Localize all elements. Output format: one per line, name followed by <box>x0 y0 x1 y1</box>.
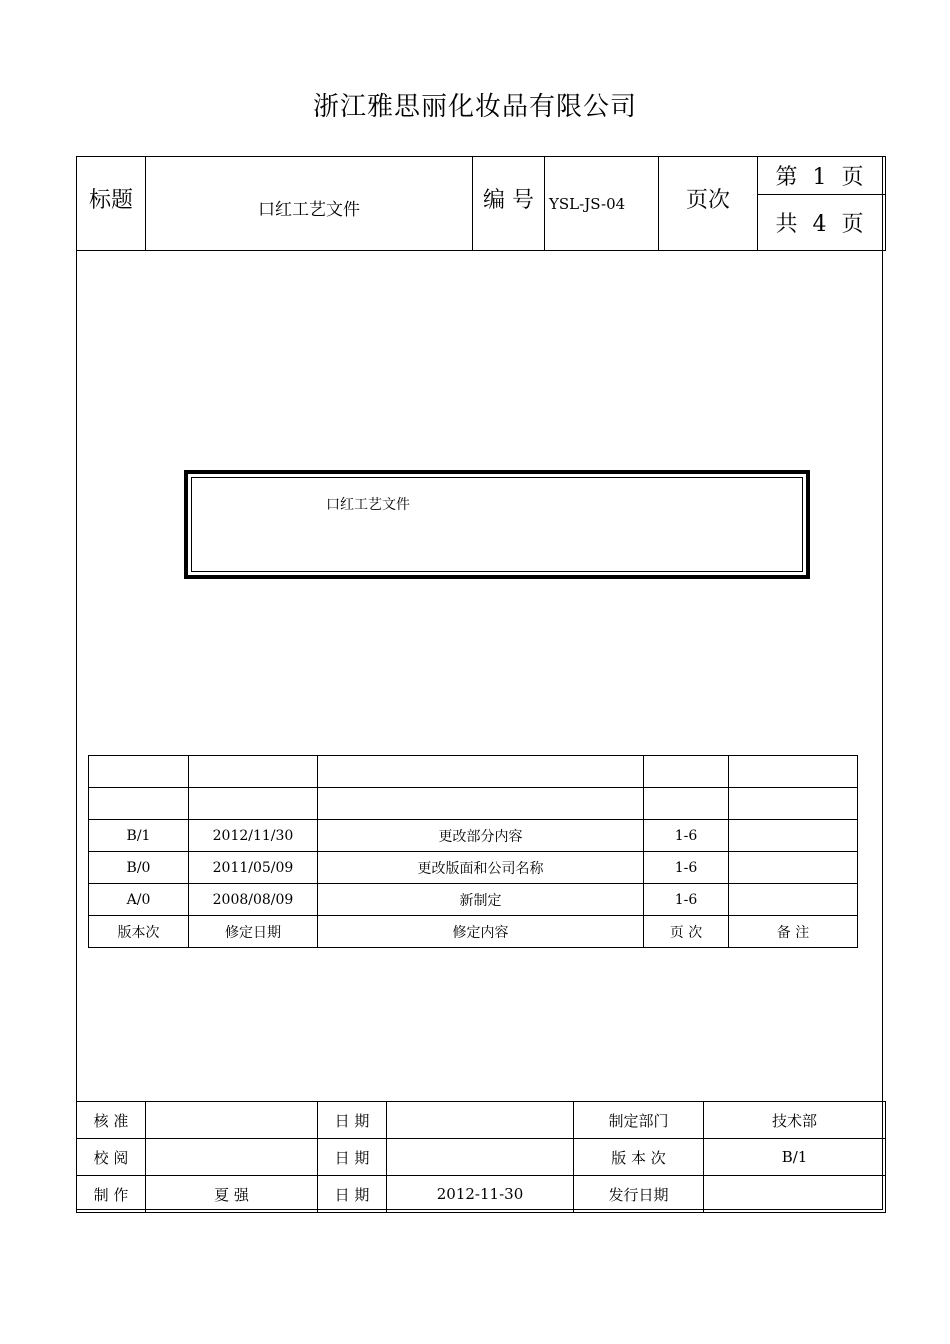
document-frame <box>76 156 883 1210</box>
signoff-cell: 夏 强 <box>146 1176 318 1213</box>
revision-cell: 更改版面和公司名称 <box>318 852 644 884</box>
signoff-row <box>77 1176 886 1213</box>
title-label: 标题 <box>77 157 146 251</box>
revision-cell <box>729 788 858 820</box>
signoff-cell: 技术部 <box>704 1102 886 1139</box>
revision-row <box>89 884 858 916</box>
document-title-box <box>184 470 810 579</box>
signoff-row <box>77 1139 886 1176</box>
code-value: YSL-JS-04 <box>545 157 659 251</box>
company-name: 浙江雅思丽化妆品有限公司 <box>312 92 637 122</box>
signoff-cell: 发行日期 <box>574 1176 704 1213</box>
revision-cell <box>729 820 858 852</box>
revision-header-cell: 修定日期 <box>189 916 318 948</box>
revision-cell <box>729 852 858 884</box>
signoff-cell <box>704 1176 886 1213</box>
page-total: 共 4 页 <box>758 195 886 251</box>
signoff-cell: 制定部门 <box>574 1102 704 1139</box>
page-label: 页次 <box>659 157 758 251</box>
signoff-table <box>76 1101 886 1213</box>
revision-cell: A/0 <box>89 884 189 916</box>
revision-cell <box>318 788 644 820</box>
revision-cell <box>729 756 858 788</box>
signoff-cell: 日 期 <box>318 1102 387 1139</box>
revision-cell: B/1 <box>89 820 189 852</box>
signoff-cell: 日 期 <box>318 1139 387 1176</box>
header-table <box>76 156 886 251</box>
revision-cell: B/0 <box>89 852 189 884</box>
revision-header-row <box>89 916 858 948</box>
revision-cell <box>89 756 189 788</box>
signoff-cell <box>387 1102 574 1139</box>
revision-cell <box>89 788 189 820</box>
signoff-cell: 校 阅 <box>77 1139 146 1176</box>
revision-cell: 更改部分内容 <box>318 820 644 852</box>
signoff-cell <box>387 1139 574 1176</box>
title-value: 口红工艺文件 <box>146 157 473 251</box>
signoff-cell: 版 本 次 <box>574 1139 704 1176</box>
signoff-cell: 2012-11-30 <box>387 1176 574 1213</box>
page-current: 第 1 页 <box>758 157 886 195</box>
revision-cell: 1-6 <box>644 820 729 852</box>
signoff-cell: 日 期 <box>318 1176 387 1213</box>
revision-row <box>89 756 858 788</box>
code-label: 编 号 <box>473 157 545 251</box>
revision-cell <box>318 756 644 788</box>
revision-row <box>89 788 858 820</box>
revision-header-cell: 版本次 <box>89 916 189 948</box>
signoff-cell: B/1 <box>704 1139 886 1176</box>
revision-header-cell: 备 注 <box>729 916 858 948</box>
signoff-row <box>77 1102 886 1139</box>
revision-cell <box>729 884 858 916</box>
signoff-cell <box>146 1139 318 1176</box>
revision-cell: 2012/11/30 <box>189 820 318 852</box>
document-title-box-inner-border <box>191 477 803 572</box>
signoff-cell: 制 作 <box>77 1176 146 1213</box>
revision-cell <box>189 788 318 820</box>
revision-cell: 1-6 <box>644 852 729 884</box>
revision-cell <box>189 756 318 788</box>
revision-header-cell: 修定内容 <box>318 916 644 948</box>
revision-cell <box>644 756 729 788</box>
revision-cell <box>644 788 729 820</box>
revision-header-cell: 页 次 <box>644 916 729 948</box>
document-title-box-text: 口红工艺文件 <box>326 497 410 513</box>
revision-cell: 新制定 <box>318 884 644 916</box>
revision-cell: 2011/05/09 <box>189 852 318 884</box>
revision-table <box>88 755 858 948</box>
revision-row <box>89 820 858 852</box>
revision-row <box>89 852 858 884</box>
revision-cell: 2008/08/09 <box>189 884 318 916</box>
signoff-cell <box>146 1102 318 1139</box>
revision-cell: 1-6 <box>644 884 729 916</box>
signoff-cell: 核 准 <box>77 1102 146 1139</box>
